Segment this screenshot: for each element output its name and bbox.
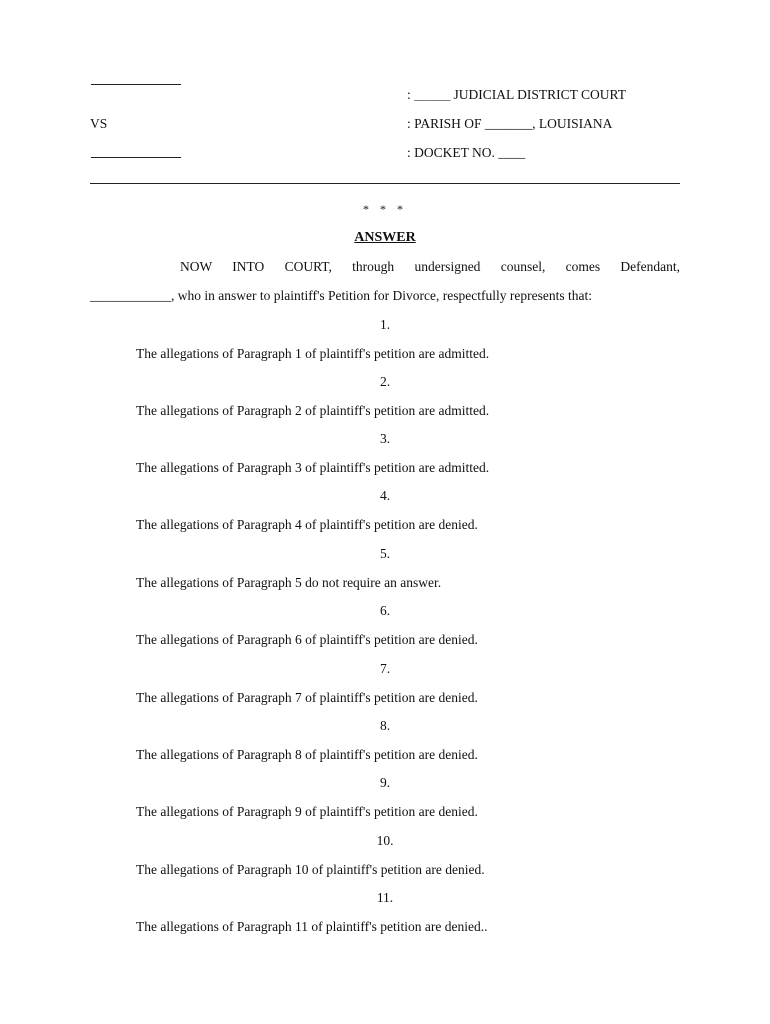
paragraph-number: 9. bbox=[379, 775, 391, 790]
paragraph-number: 10. bbox=[376, 833, 394, 848]
plaintiff-name-blank bbox=[91, 84, 181, 85]
district-number-blank: ________ bbox=[414, 91, 451, 102]
paragraph-text: The allegations of Paragraph 8 of plaintiff's petition are denied. bbox=[136, 747, 478, 762]
paragraph-text: The allegations of Paragraph 6 of plaintiff's petition are denied. bbox=[136, 632, 478, 647]
intro-line-2: ____________, who in answer to plaintiff's Petition for Divorce, respectfully represents that: bbox=[90, 288, 592, 303]
intro-line-1: NOW INTO COURT, through undersigned counsel, comes Defendant, bbox=[180, 259, 680, 274]
paragraph-text: The allegations of Paragraph 5 do not require an answer. bbox=[136, 575, 442, 590]
paragraph-number: 1. bbox=[379, 317, 391, 332]
paragraph-number: 4. bbox=[379, 488, 391, 503]
paragraph-number: 6. bbox=[379, 603, 391, 618]
paragraph-number: 2. bbox=[379, 374, 391, 389]
caption-separator-rule bbox=[90, 183, 680, 184]
paragraph-text: The allegations of Paragraph 10 of plaintiff's petition are denied. bbox=[136, 862, 485, 877]
court-line: : ________ JUDICIAL DISTRICT COURT bbox=[407, 87, 626, 102]
paragraph-text: The allegations of Paragraph 9 of plaintiff's petition are denied. bbox=[136, 804, 478, 819]
paragraph-number: 7. bbox=[379, 661, 391, 676]
separator-stars: * * * bbox=[363, 202, 407, 216]
paragraph-text: The allegations of Paragraph 7 of plaintiff's petition are denied. bbox=[136, 690, 478, 705]
paragraph-number: 5. bbox=[379, 546, 391, 561]
paragraph-text: The allegations of Paragraph 4 of plaintiff's petition are denied. bbox=[136, 517, 478, 532]
parish-line: : PARISH OF _______, LOUISIANA bbox=[407, 116, 613, 131]
paragraph-number: 8. bbox=[379, 718, 391, 733]
paragraph-text: The allegations of Paragraph 3 of plaintiff's petition are admitted. bbox=[136, 460, 490, 475]
paragraph-text: The allegations of Paragraph 2 of plaintiff's petition are admitted. bbox=[136, 403, 490, 418]
versus-label: VS bbox=[90, 116, 108, 131]
court-label: JUDICIAL DISTRICT COURT bbox=[453, 87, 626, 102]
docket-line: : DOCKET NO. ____ bbox=[407, 145, 526, 160]
paragraph-text: The allegations of Paragraph 11 of plaintiff's petition are denied.. bbox=[136, 919, 488, 934]
paragraph-number: 3. bbox=[379, 431, 391, 446]
paragraph-number: 11. bbox=[376, 890, 394, 905]
paragraph-text: The allegations of Paragraph 1 of plaintiff's petition are admitted. bbox=[136, 346, 490, 361]
defendant-name-blank bbox=[91, 157, 181, 158]
document-title: ANSWER bbox=[354, 230, 416, 245]
